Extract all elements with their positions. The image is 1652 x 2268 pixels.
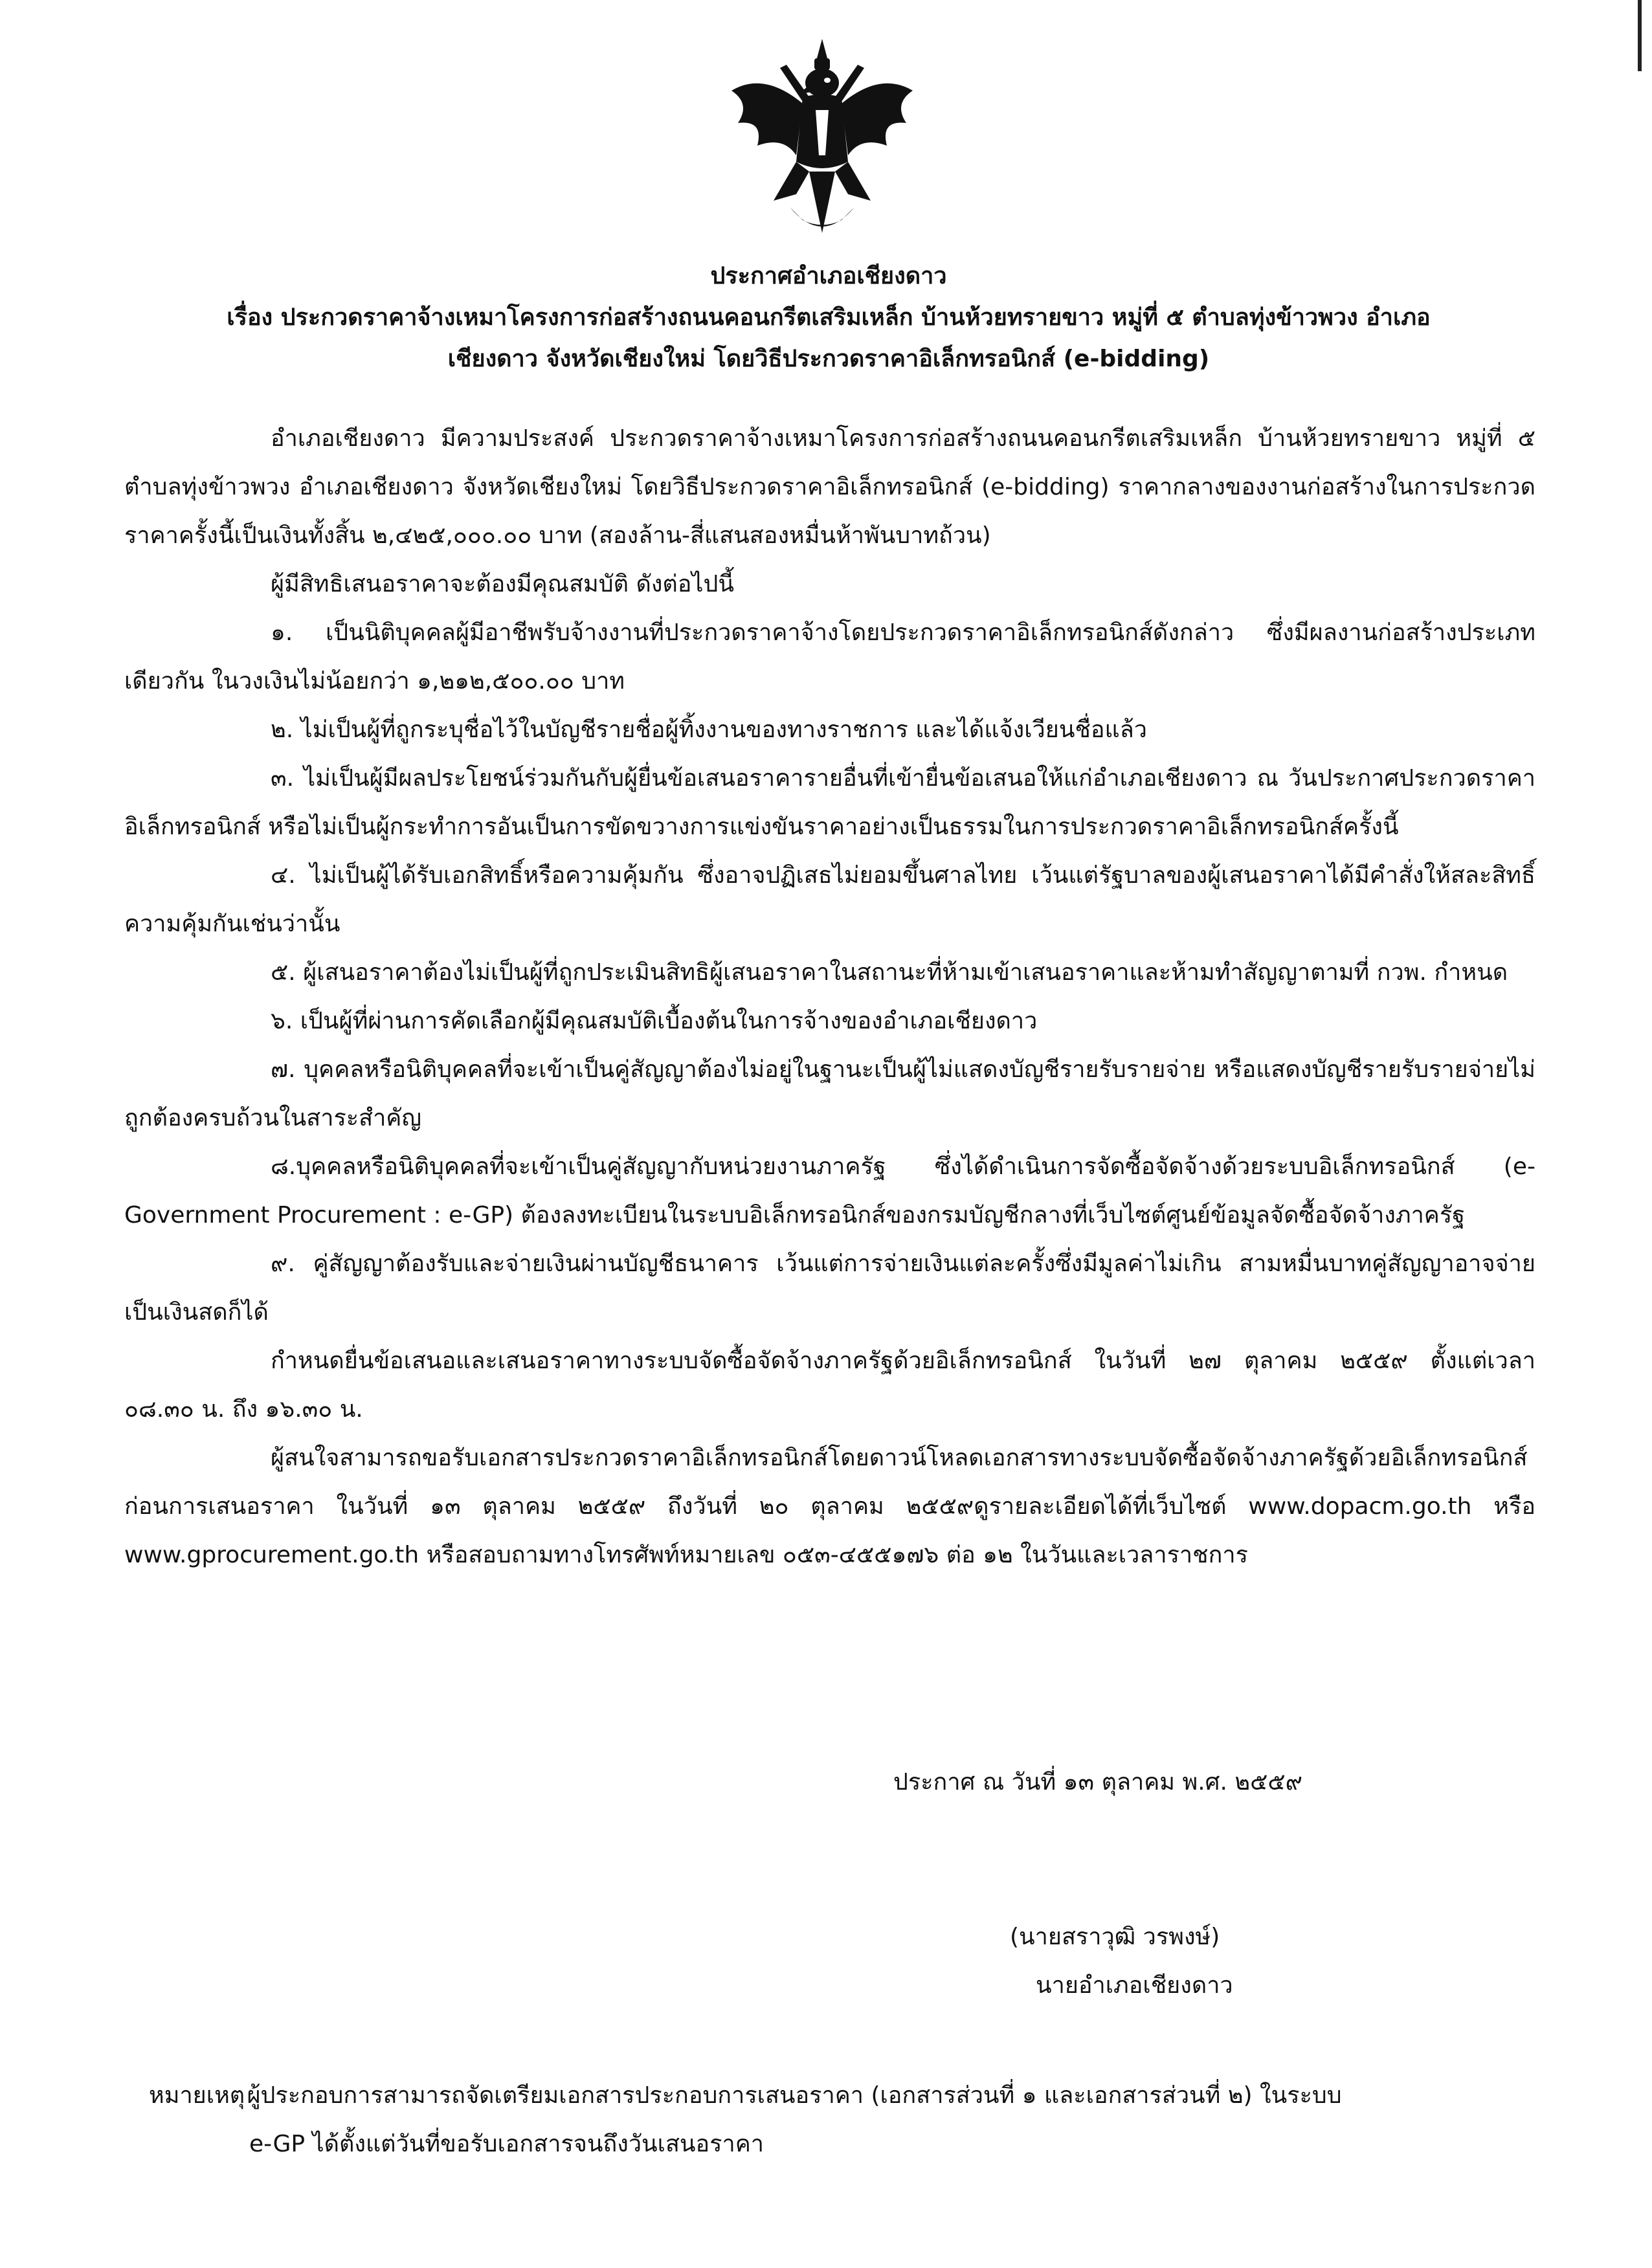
announcement-body xyxy=(124,414,1535,1579)
remark-text: ผู้ประกอบการสามารถจัดเตรียมเอกสารประกอบการเสนอราคา (เอกสารส่วนที่ ๑ และเอกสารส่วนที่ ๒) ในระบบ xyxy=(247,2082,1342,2109)
subject-line-1: เรื่อง ประกวดราคาจ้างเหมาโครงการก่อสร้างถนนคอนกรีตเสริมเหล็ก บ้านห้วยทรายขาว หมู่ที่ ๕ ตำบลทุ่งข้าวพวง อำเภอ xyxy=(227,304,1431,331)
announcement-title: ประกาศอำเภอเชียงดาว xyxy=(710,263,947,289)
qualification-item-7: ๗. บุคคลหรือนิติบุคคลที่จะเข้าเป็นคู่สัญญาต้องไม่อยู่ในฐานะเป็นผู้ไม่แสดงบัญชีรายรับรายจ่าย หรือแสดงบัญชีรายรับรายจ่ายไม่ถูกต้องครบถ้วนในสาระสำคัญ xyxy=(124,1056,1535,1131)
qualification-item-9: ๙. คู่สัญญาต้องรับและจ่ายเงินผ่านบัญชีธนาคาร เว้นแต่การจ่ายเงินแต่ละครั้งซึ่งมีมูลค่าไม่เกิน สามหมื่นบาทคู่สัญญาอาจจ่ายเป็นเงินสดก็ได้ xyxy=(124,1251,1535,1326)
remark-text-continued: e-GP ได้ตั้งแต่วันที่ขอรับเอกสารจนถึงวันเสนอราคา xyxy=(249,2131,765,2157)
qualification-intro: ผู้มีสิทธิเสนอราคาจะต้องมีคุณสมบัติ ดังต่อไปนี้ xyxy=(271,571,734,597)
remark-label: หมายเหตุ xyxy=(149,2082,245,2109)
garuda-emblem-icon xyxy=(712,32,932,252)
qualification-item-6: ๖. เป็นผู้ที่ผ่านการคัดเลือกผู้มีคุณสมบัติเบื้องต้นในการจ้างของอำเภอเชียงดาว xyxy=(271,1008,1038,1034)
qualification-item-1: ๑. เป็นนิติบุคคลผู้มีอาชีพรับจ้างงานที่ประกวดราคาจ้างโดยประกวดราคาอิเล็กทรอนิกส์ดังกล่าว ซึ่งมีผลงานก่อสร้างประเภทเดียวกัน ในวงเงินไม่น้อยกว่า ๑,๒๑๒,๕๐๐.๐๐ บาท xyxy=(124,619,1535,695)
remark-note xyxy=(149,2071,1534,2168)
subject-line-2: เชียงดาว จังหวัดเชียงใหม่ โดยวิธีประกวดราคาอิเล็กทรอนิกส์ (e-bidding) xyxy=(447,346,1210,372)
announcement-date: ประกาศ ณ วันที่ ๑๓ ตุลาคม พ.ศ. ๒๕๕๙ xyxy=(893,1769,1302,1796)
qualification-item-8: ๘.บุคคลหรือนิติบุคคลที่จะเข้าเป็นคู่สัญญากับหน่วยงานภาครัฐ ซึ่งได้ดำเนินการจัดซื้อจัดจ้างด้วยระบบอิเล็กทรอนิกส์ (e-Government Procurement : e-GP) ต้องลงทะเบียนในระบบอิเล็กทรอนิกส์ของกรมบัญชีกลางที่เว็บไซต์ศูนย์ข้อมูลจัดซื้อจัดจ้างภาครัฐ xyxy=(124,1153,1535,1228)
scan-edge-mark xyxy=(1638,0,1642,71)
signer-name: (นายสราวุฒิ วรพงษ์) xyxy=(1010,1924,1220,1950)
announcement-header xyxy=(104,256,1554,380)
qualification-item-3: ๓. ไม่เป็นผู้มีผลประโยชน์ร่วมกันกับผู้ยื่นข้อเสนอราคารายอื่นที่เข้ายื่นข้อเสนอให้แก่อำเภอเชียงดาว ณ วันประกาศประกวดราคาอิเล็กทรอนิกส์ หรือไม่เป็นผู้กระทำการอันเป็นการขัดขวางการแข่งขันราคาอย่างเป็นธรรมในการประกวดราคาอิเล็กทรอนิกส์ครั้งนี้ xyxy=(124,765,1535,840)
intro-paragraph: อำเภอเชียงดาว มีความประสงค์ ประกวดราคาจ้างเหมาโครงการก่อสร้างถนนคอนกรีตเสริมเหล็ก บ้านห้วยทรายขาว หมู่ที่ ๕ ตำบลทุ่งข้าวพวง อำเภอเชียงดาว จังหวัดเชียงใหม่ โดยวิธีประกวดราคาอิเล็กทรอนิกส์ (e-bidding) ราคากลางของงานก่อสร้างในการประกวดราคาครั้งนี้เป็นเงินทั้งสิ้น ๒,๔๒๕,๐๐๐.๐๐ บาท (สองล้าน-สี่แสนสองหมื่นห้าพันบาทถ้วน) xyxy=(124,425,1535,549)
qualification-item-4: ๔. ไม่เป็นผู้ได้รับเอกสิทธิ์หรือความคุ้มกัน ซึ่งอาจปฏิเสธไม่ยอมขึ้นศาลไทย เว้นแต่รัฐบาลของผู้เสนอราคาได้มีคำสั่งให้สละสิทธิ์ความคุ้มกันเช่นว่านั้น xyxy=(124,862,1535,937)
signer-title: นายอำเภอเชียงดาว xyxy=(1036,1972,1233,1999)
qualification-item-5: ๕. ผู้เสนอราคาต้องไม่เป็นผู้ที่ถูกประเมินสิทธิผู้เสนอราคาในสถานะที่ห้ามเข้าเสนอราคาและห้ามทำสัญญาตามที่ กวพ. กำหนด xyxy=(271,959,1508,986)
qualification-item-2: ๒. ไม่เป็นผู้ที่ถูกระบุชื่อไว้ในบัญชีรายชื่อผู้ทิ้งงานของทางราชการ และได้แจ้งเวียนชื่อแล้ว xyxy=(271,717,1148,743)
contact-paragraph: ผู้สนใจสามารถขอรับเอกสารประกวดราคาอิเล็กทรอนิกส์โดยดาวน์โหลดเอกสารทางระบบจัดซื้อจัดจ้างภาครัฐด้วยอิเล็กทรอนิกส์ก่อนการเสนอราคา ในวันที่ ๑๓ ตุลาคม ๒๕๕๙ ถึงวันที่ ๒๐ ตุลาคม ๒๕๕๙ดูรายละเอียดได้ที่เว็บไซต์ www.dopacm.go.th หรือ www.gprocurement.go.th หรือสอบถามทางโทรศัพท์หมายเลข ๐๕๓-๔๕๕๑๗๖ ต่อ ๑๒ ในวันและเวลาราชการ xyxy=(124,1445,1535,1568)
deadline-paragraph: กำหนดยื่นข้อเสนอและเสนอราคาทางระบบจัดซื้อจัดจ้างภาครัฐด้วยอิเล็กทรอนิกส์ ในวันที่ ๒๗ ตุลาคม ๒๕๕๙ ตั้งแต่เวลา ๐๘.๓๐ น. ถึง ๑๖.๓๐ น. xyxy=(124,1348,1535,1423)
